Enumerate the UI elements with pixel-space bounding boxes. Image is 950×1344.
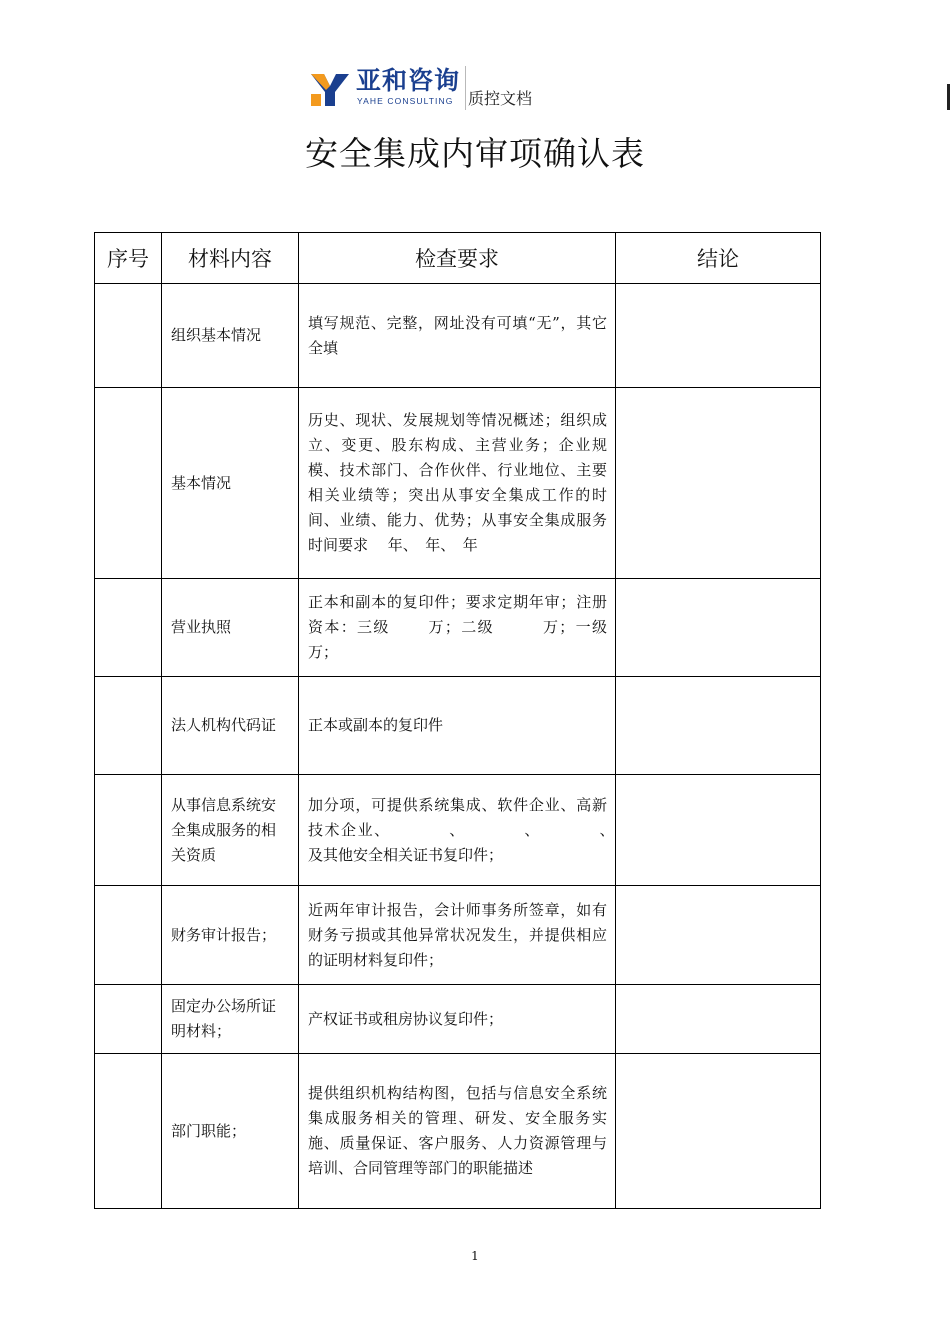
material-cell: 部门职能； [162, 1054, 299, 1209]
page-title: 安全集成内审项确认表 [305, 134, 645, 173]
table-row [95, 985, 821, 1054]
column-header-number: 序号 [95, 233, 162, 284]
row-number-cell[interactable] [95, 1054, 162, 1209]
requirement-cell: 产权证书或租房协议复印件； [299, 985, 616, 1054]
row-number-cell[interactable] [95, 677, 162, 775]
row-number-cell[interactable] [95, 985, 162, 1054]
conclusion-cell[interactable] [616, 677, 821, 775]
material-cell: 法人机构代码证 [162, 677, 299, 775]
material-cell: 基本情况 [162, 388, 299, 579]
company-logo [306, 66, 466, 110]
document-header [306, 66, 532, 110]
table-row [95, 388, 821, 579]
material-cell: 营业执照 [162, 579, 299, 677]
logo-english-text: YAHE CONSULTING [357, 96, 454, 106]
page-number: 1 [471, 1249, 479, 1263]
table-row [95, 579, 821, 677]
table-row [95, 886, 821, 985]
material-cell: 固定办公场所证明材料； [162, 985, 299, 1054]
table-row [95, 677, 821, 775]
requirement-cell: 近两年审计报告，会计师事务所签章，如有财务亏损或其他异常状况发生，并提供相应的证明材料复印件； [299, 886, 616, 985]
conclusion-cell[interactable] [616, 775, 821, 886]
requirement-cell: 提供组织机构结构图，包括与信息安全系统集成服务相关的管理、研发、安全服务实施、质量保证、客户服务、人力资源管理与培训、合同管理等部门的职能描述 [299, 1054, 616, 1209]
yahe-logo-icon [308, 70, 352, 108]
document-type-label: 质控文档 [468, 89, 533, 108]
requirement-cell: 加分项，可提供系统集成、软件企业、高新技术企业、 、 、 、 及其他安全相关证书复印件； [299, 775, 616, 886]
column-header-material: 材料内容 [162, 233, 299, 284]
audit-confirmation-table [94, 232, 821, 1209]
conclusion-cell[interactable] [616, 886, 821, 985]
material-cell: 组织基本情况 [162, 284, 299, 388]
requirement-cell: 正本和副本的复印件；要求定期年审；注册资本：三级 万；二级 万；一级 万； [299, 579, 616, 677]
column-header-conclusion: 结论 [616, 233, 821, 284]
conclusion-cell[interactable] [616, 388, 821, 579]
table-row [95, 1054, 821, 1209]
table-header-row [95, 233, 821, 284]
row-number-cell[interactable] [95, 775, 162, 886]
row-number-cell[interactable] [95, 284, 162, 388]
conclusion-cell[interactable] [616, 1054, 821, 1209]
column-header-requirement: 检查要求 [299, 233, 616, 284]
row-number-cell[interactable] [95, 886, 162, 985]
logo-chinese-text: 亚和咨询 [356, 66, 461, 95]
requirement-cell: 填写规范、完整，网址没有可填“无”，其它全填 [299, 284, 616, 388]
table-row [95, 775, 821, 886]
row-number-cell[interactable] [95, 388, 162, 579]
material-cell: 财务审计报告； [162, 886, 299, 985]
requirement-cell: 正本或副本的复印件 [299, 677, 616, 775]
requirement-cell: 历史、现状、发展规划等情况概述；组织成立、变更、股东构成、主营业务；企业规模、技术部门、合作伙伴、行业地位、主要相关业绩等；突出从事安全集成工作的时间、业绩、能力、优势；从事安全集成服务时间要求 年、 年、 年 [299, 388, 616, 579]
table-row [95, 284, 821, 388]
row-number-cell[interactable] [95, 579, 162, 677]
material-cell: 从事信息系统安全集成服务的相关资质 [162, 775, 299, 886]
conclusion-cell[interactable] [616, 985, 821, 1054]
conclusion-cell[interactable] [616, 284, 821, 388]
